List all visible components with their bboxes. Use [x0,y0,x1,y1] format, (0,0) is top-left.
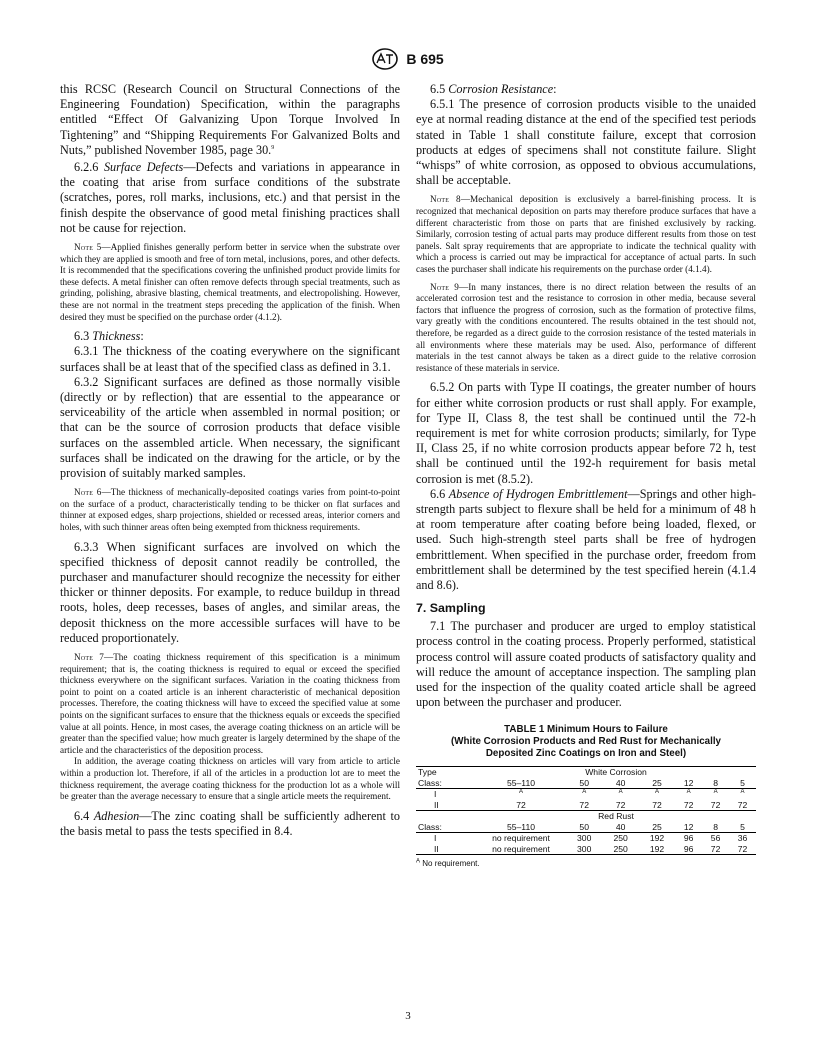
section-7-heading: 7. Sampling [416,601,486,616]
section-title: Absence of Hydrogen Embrittlement [448,486,628,501]
note-7 [60,652,400,756]
section-6-5-2: 6.5.2 On parts with Type II coatings, the greater number of hours for either white corrosion products or rust shall apply. For example, for Type II, Class 8, the test shall be continued until the 72-h requirement is met for white corrosion products; similarly, for Type II, Class 25, if no white corrosion products appear before 72 h, test shall be continued until the 192-h requirement for basis metal corrosion is met (8.5.2). [416,380,756,486]
table-header-cell: 8 [702,778,729,789]
table-header-cell: Type [416,767,476,778]
table-row [416,767,756,778]
table-header-cell: Class: [416,822,476,833]
table-header-cell: 40 [602,822,638,833]
table-header-cell: 8 [702,822,729,833]
table-cell: A [582,789,587,796]
note-text: —In many instances, there is no direct relation between the results of an accelerated corrosion test and the resistance to corrosion in other media, because several factors that influence the progress of corrosion, such as the formation of protective films, vary greatly with the conditions encountered. The results obtained in the test should not, therefore, be regarded as a direct guide to the corrosion resistance of the tested materials in all environments where these materials may be used. Also, performance of different materials in the test cannot always be taken as a direct guide to the relative corrosion resistance of these materials in service. [416,281,756,373]
table-row [416,800,756,811]
standard-designation: B 695 [406,51,444,67]
table-header-cell: 55–110 [476,822,566,833]
section-6-5-heading [416,82,756,97]
table-cell: A [655,789,660,796]
table-cell: 72 [566,800,602,811]
table-row [416,833,756,844]
section-6-5-1: 6.5.1 The presence of corrosion products visible to the unaided eye at normal reading distance at the end of the specified test periods stated in Table 1 shall constitute failure, except that corrosion products at edges of specimens shall not constitute failure. Slight “whisps” of white corrosion, as opposed to obvious accumulations, shall be acceptable. [416,97,756,188]
table-cell: 96 [675,844,702,855]
table-cell: 72 [639,800,675,811]
table-cell: 72 [476,800,566,811]
footnote-text: No requirement. [422,859,480,869]
note-label: Note 5 [74,242,102,253]
table-cell: I [434,833,437,844]
table-cell: A [713,789,718,796]
note-6 [60,487,400,533]
table-cell: 72 [702,844,729,855]
table-cell: 72 [702,800,729,811]
section-title: Surface Defects [103,160,184,175]
note-text: —The thickness of mechanically-deposited coatings varies from point-to-point on the surface of a product, characteristically tending to be thicker on flat surfaces and thinner at exposed edges, sharp projections, shielded or recessed areas, interior corners and holes, with such thinner areas often being exempted from thickness requirements. [60,487,400,532]
section-6-6 [416,487,756,593]
note-text: —The coating thickness requirement of this specification is a minimum requirement; that is, the coating thickness is required to equal or exceed the specified thickness everywhere on the significant surfaces. Variation in the coating thickness from point to point on a coated article is an inherent characteristic of mechanical deposition processes. Therefore, the coating thickness will have to exceed the specified value at some points on the significant surfaces to ensure that the thickness equals or exceeds the specified value at all points. Hence, in most cases, the average coating thickness on an article will be greater than the specified value; how much greater is largely determined by the shape of the article and the characteristics of the deposition process. [60,652,400,755]
note-label: Note 8 [430,194,461,205]
table-row [416,822,756,833]
note-label: Note 9 [430,281,460,292]
note-7-continued: In addition, the average coating thickness on articles will vary from article to article within a production lot. Therefore, if all of the articles in a production lot are to meet the thickness requirement, the average coating thickness for the production lot as a whole will be greater than the average necessary to ensure that a single article meets the requirement. [60,756,400,802]
section-6-3-2: 6.3.2 Significant surfaces are defined as those normally visible (directly or by reflection) that are essential to the appearance or serviceability of the article when assembled in normal position; or that can be the source of corrosion products that deface visible surfaces on the assembled article. When necessary, the significant surfaces shall be indicated on the drawing for the article, or by the provision of suitably marked samples. [60,374,400,481]
table-header-cell: 25 [639,778,675,789]
footnote-mark: A [416,858,421,865]
section-text: —The zinc coating shall be sufficiently adherent to the basis metal to pass the tests specified in 8.4. [60,808,401,838]
section-title: Corrosion Resistance [448,82,554,96]
table-cell: A [686,789,691,796]
table-group-header: Red Rust [598,811,634,822]
table-cell: 72 [675,800,702,811]
table-header-cell: 40 [602,778,638,789]
table-header-cell: 12 [675,822,702,833]
table-cell: II [416,844,476,855]
table-header-cell: 50 [566,778,602,789]
table-row [416,778,756,789]
table-cell: 300 [577,833,592,844]
section-text: —Defects and variations in appearance in the coating that arise from surface conditions of the substrate (scratches, pores, roll marks, inclusions, etc.) and that persist in the finish despite the observance of good metal finishing practices shall not be cause for rejection. [60,160,400,235]
table-cell: 72 [729,800,756,811]
table-subtitle: Deposited Zinc Coatings on Iron and Steel) [485,748,687,760]
table-title: TABLE 1 Minimum Hours to Failure [504,724,668,736]
table-cell: 36 [737,833,748,844]
section-number: 6.5 [430,82,446,96]
astm-logo-icon [372,48,398,70]
page-header [0,48,816,70]
note-8 [416,194,756,275]
section-number: 6.2.6 [74,160,99,175]
table-1-caption [416,724,756,760]
table-row [416,811,756,822]
table-cell: 192 [649,833,665,844]
table-1 [416,766,756,855]
section-number: 6.4 [74,808,90,823]
note-text: —Mechanical deposition is exclusively a barrel-finishing process. It is recognized that mechanical deposition on parts may therefore produce surfaces that have a different characteristic from those on parts that are finished exclusively by racking. Similarly, corrosion testing of actual parts may produce different results from those on test panels. Salt spray requirements that are appropriate to indicate the technical quality with which a process is carried out may be impractical for acceptance of actual parts. In such cases the purchaser shall indicate his requirements on the purchase order (4.1.4). [416,194,757,274]
section-text: —Springs and other high-strength parts subject to flexure shall be held for a minimum of 48 h at room temperature after coating before being loaded, flexed, or used. Such high-strength steel parts shall be free of hydrogen embrittlement. When specified in the purchase order, freedom from embrittlement shall be determined by the test specified herein (4.1.4 and 8.6). [416,486,756,592]
note-label: Note 7 [74,652,104,663]
table-header-cell: 25 [639,822,675,833]
section-number: 6.6 [430,486,446,501]
table-subtitle: (White Corrosion Products and Red Rust for Mechanically [451,736,721,748]
table-header-cell: 50 [566,822,602,833]
table-cell: 300 [566,844,602,855]
table-cell: 192 [639,844,675,855]
footnote-ref: 9 [271,144,275,151]
table-header-cell: 12 [675,778,702,789]
table-cell: 250 [613,833,628,844]
table-footnote [416,859,756,868]
table-cell: I [434,789,437,800]
table-header-cell: 5 [729,822,756,833]
table-header-cell: Class: [416,778,476,789]
table-cell: 72 [729,844,756,855]
section-colon: : [553,82,557,96]
table-cell: 250 [602,844,638,855]
table-cell: A [518,789,523,796]
section-title: Adhesion [93,808,140,823]
table-cell: A [618,789,623,796]
note-5 [60,242,400,323]
table-cell: 96 [683,833,694,844]
table-group-header: White Corrosion [476,767,756,778]
note-label: Note 6 [74,487,102,498]
table-cell: A [740,789,745,796]
section-6-3-3: 6.3.3 When significant surfaces are involved on which the specified thickness of deposit cannot readily be controlled, the purchaser and manufacturer should recognize the necessity for either thicker or thinner deposits. For example, to reduce buildup in thread roots, holes, deep recesses, bases of angles, and similar areas, the deposit thickness on the more accessible surfaces will have to be reduced proportionately. [60,539,400,645]
section-6-3-heading [60,329,400,344]
note-text: —Applied finishes generally perform better in service when the substrate over which they are applied is smooth and free of torn metal, inclusions, pores, and other defects. It is recommended that the specifications covering the unfinished product provide limits for these defects. A metal finisher can often remove defects through special treatments, such as grinding, polishing, abrasive blasting, chemical treatments, and electropolishing. However, these are not normal in the treatment steps preceding the application of the finish. When desired they must be specified on the purchase order (4.1.2). [60,242,400,322]
table-header-cell: 5 [729,778,756,789]
table-row [416,844,756,855]
table-cell: no requirement [492,833,550,844]
section-6-4 [60,809,400,839]
section-number: 6.3 [74,329,90,344]
paragraph-rcsc-ref [60,82,400,158]
page-number: 3 [405,1010,411,1022]
right-column [416,82,756,868]
section-6-2-6 [60,160,400,236]
table-cell: no requirement [476,844,566,855]
section-6-3-1: 6.3.1 The thickness of the coating everywhere on the significant surfaces shall be at least that of the specified class as defined in 3.1. [60,344,400,374]
section-colon: : [140,329,144,344]
table-cell: 72 [602,800,638,811]
paragraph-text: this RCSC (Research Council on Structural Connections of the Engineering Foundation) Specification, within the paragraphs entitled “Effect Of Galvanizing Upon Torque Involved In Tightening” and “Shipping Requirements For Galvanized Bolts and Nuts,” published November 1985, page 30. [60,82,400,157]
table-cell: II [416,800,476,811]
table-row [416,789,756,800]
section-7-1: 7.1 The purchaser and producer are urged to employ statistical process control in the coating process. Properly performed, statistical process control will assure coated products of satisfactory quality and will reduce the amount of acceptance inspection. The sampling plan used for the inspection of the quality coated article shall be agreed upon between the purchaser and producer. [416,619,756,710]
note-9 [416,282,756,375]
left-column [60,82,400,839]
section-title: Thickness [92,329,141,344]
table-header-cell: 55–110 [476,778,566,789]
table-cell: 56 [710,833,721,844]
